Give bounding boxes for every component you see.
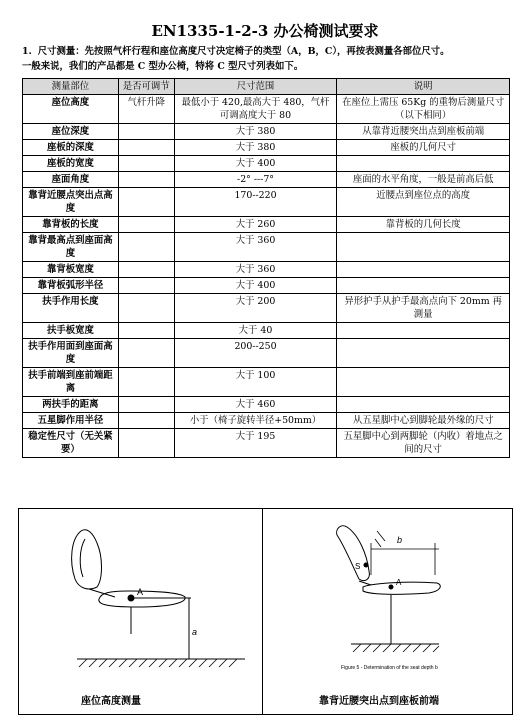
depth-backrest-stem [359, 581, 371, 585]
range-cell: 大于 360 [174, 262, 337, 278]
note-cell [337, 397, 510, 413]
item-cell: 稳定性尺寸（无关紧要） [23, 429, 119, 458]
header-adjustable: 是否可调节 [118, 79, 174, 95]
item-cell: 靠背近腰点突出点高度 [23, 188, 119, 217]
table-row [23, 397, 510, 413]
note-cell [337, 278, 510, 294]
adjustable-cell [118, 368, 174, 397]
note-cell: 五星脚中心到两脚轮（内收）着地点之间的尺寸 [337, 429, 510, 458]
right-figure-caption-cn: 靠背近腰突出点到座板前端 [319, 696, 439, 707]
header-item: 测量部位 [23, 79, 119, 95]
adjustable-cell [118, 156, 174, 172]
header-range: 尺寸范围 [174, 79, 337, 95]
table-row [23, 172, 510, 188]
dimension-table [22, 78, 510, 458]
intro-number: 1. [22, 46, 32, 57]
adjustable-cell [118, 262, 174, 278]
adjustable-cell [118, 124, 174, 140]
table-header-row [23, 79, 510, 95]
table-row [23, 262, 510, 278]
table-row [23, 217, 510, 233]
range-cell: 大于 40 [174, 323, 337, 339]
item-cell: 座板的深度 [23, 140, 119, 156]
item-cell: 扶手作用长度 [23, 294, 119, 323]
table-row [23, 95, 510, 124]
note-cell [337, 339, 510, 368]
seat-height-figure [72, 530, 245, 667]
item-cell: 扶手板宽度 [23, 323, 119, 339]
range-cell: 小于（椅子旋转半径+50mm） [174, 413, 337, 429]
range-cell: 170--220 [174, 188, 337, 217]
depth-seat-outline [363, 582, 440, 594]
item-cell: 扶手前端到座前端距离 [23, 368, 119, 397]
figure-drawings [19, 509, 512, 714]
floor-hatch [79, 659, 237, 667]
note-cell: 座板的几何尺寸 [337, 140, 510, 156]
backrest-hatch [375, 531, 385, 547]
item-cell: 扶手作用面到座面高度 [23, 339, 119, 368]
range-cell: 大于 380 [174, 124, 337, 140]
range-cell: 大于 195 [174, 429, 337, 458]
note-cell: 近腰点到座位点的高度 [337, 188, 510, 217]
table-row [23, 278, 510, 294]
note-cell: 在座位上需压 65Kg 的重物后测量尺寸（以下相同） [337, 95, 510, 124]
right-figure-caption: Figure 5 - Determination of the seat depth b [341, 665, 438, 671]
depth-floor-hatch [353, 644, 439, 652]
backrest-stem [89, 589, 115, 597]
right-label-a: A [396, 578, 402, 587]
table-row [23, 156, 510, 172]
adjustable-cell [118, 217, 174, 233]
range-cell: 大于 260 [174, 217, 337, 233]
table-row [23, 339, 510, 368]
item-cell: 靠背板的长度 [23, 217, 119, 233]
range-cell: 大于 460 [174, 397, 337, 413]
table-row [23, 429, 510, 458]
left-figure-caption: 座位高度测量 [81, 696, 141, 707]
seat-depth-figure [337, 526, 441, 652]
item-cell: 五星脚作用半径 [23, 413, 119, 429]
note-cell [337, 368, 510, 397]
range-cell: 大于 360 [174, 233, 337, 262]
intro-paragraph [22, 44, 512, 74]
adjustable-cell [118, 278, 174, 294]
range-cell: 大于 400 [174, 156, 337, 172]
range-cell: 最低小于 420,最高大于 480，气杆可调高度大于 80 [174, 95, 337, 124]
table-row [23, 124, 510, 140]
table-row [23, 413, 510, 429]
page-title: EN1335-1-2-3 办公椅测试要求 [151, 22, 379, 40]
figure-panel [18, 508, 513, 715]
table-row [23, 188, 510, 217]
item-cell: 座位深度 [23, 124, 119, 140]
adjustable-cell [118, 323, 174, 339]
range-cell: 大于 380 [174, 140, 337, 156]
left-label-a-dimension: a [192, 627, 198, 637]
adjustable-cell [118, 397, 174, 413]
table-row [23, 368, 510, 397]
table-row [23, 140, 510, 156]
item-cell: 靠背板宽度 [23, 262, 119, 278]
adjustable-cell [118, 294, 174, 323]
right-label-s: S [355, 562, 361, 571]
adjustable-cell: 气杆升降 [118, 95, 174, 124]
item-cell: 座面角度 [23, 172, 119, 188]
adjustable-cell [118, 413, 174, 429]
table-row [23, 294, 510, 323]
intro-line-1: 尺寸测量：先按照气杆行程和座位高度尺寸决定椅子的类型（A，B，C），再按表测量各部位尺寸。 [37, 46, 450, 57]
right-label-b: b [397, 535, 403, 545]
range-cell: 200--250 [174, 339, 337, 368]
range-cell: 大于 400 [174, 278, 337, 294]
backrest-outline [72, 530, 102, 589]
point-s-marker [364, 563, 368, 567]
item-cell: 座板的宽度 [23, 156, 119, 172]
intro-line-2: 一般来说，我们的产品都是 C 型办公椅，特将 C 型尺寸列表如下。 [22, 61, 304, 72]
adjustable-cell [118, 188, 174, 217]
item-cell: 靠背最高点到座面高度 [23, 233, 119, 262]
backrest-inner-line [80, 539, 85, 577]
range-cell: 大于 200 [174, 294, 337, 323]
item-cell: 靠背板弧形半径 [23, 278, 119, 294]
note-cell [337, 323, 510, 339]
left-label-a-point: A [137, 587, 144, 597]
adjustable-cell [118, 233, 174, 262]
note-cell: 座面的水平角度，一般是前高后低 [337, 172, 510, 188]
adjustable-cell [118, 339, 174, 368]
depth-backrest-outline [337, 526, 370, 581]
note-cell: 从靠背近腰突出点到座板前端 [337, 124, 510, 140]
item-cell: 座位高度 [23, 95, 119, 124]
note-cell: 靠背板的几何长度 [337, 217, 510, 233]
adjustable-cell [118, 429, 174, 458]
depth-point-a-marker [389, 585, 393, 589]
note-cell: 异形护手从护手最高点向下 20mm 再測量 [337, 294, 510, 323]
table-row [23, 323, 510, 339]
adjustable-cell [118, 140, 174, 156]
range-cell: -2° ---7° [174, 172, 337, 188]
adjustable-cell [118, 172, 174, 188]
item-cell: 两扶手的距离 [23, 397, 119, 413]
note-cell [337, 233, 510, 262]
note-cell: 从五星脚中心到脚轮最外缘的尺寸 [337, 413, 510, 429]
note-cell [337, 156, 510, 172]
range-cell: 大于 100 [174, 368, 337, 397]
table-row [23, 233, 510, 262]
header-note: 说明 [337, 79, 510, 95]
note-cell [337, 262, 510, 278]
